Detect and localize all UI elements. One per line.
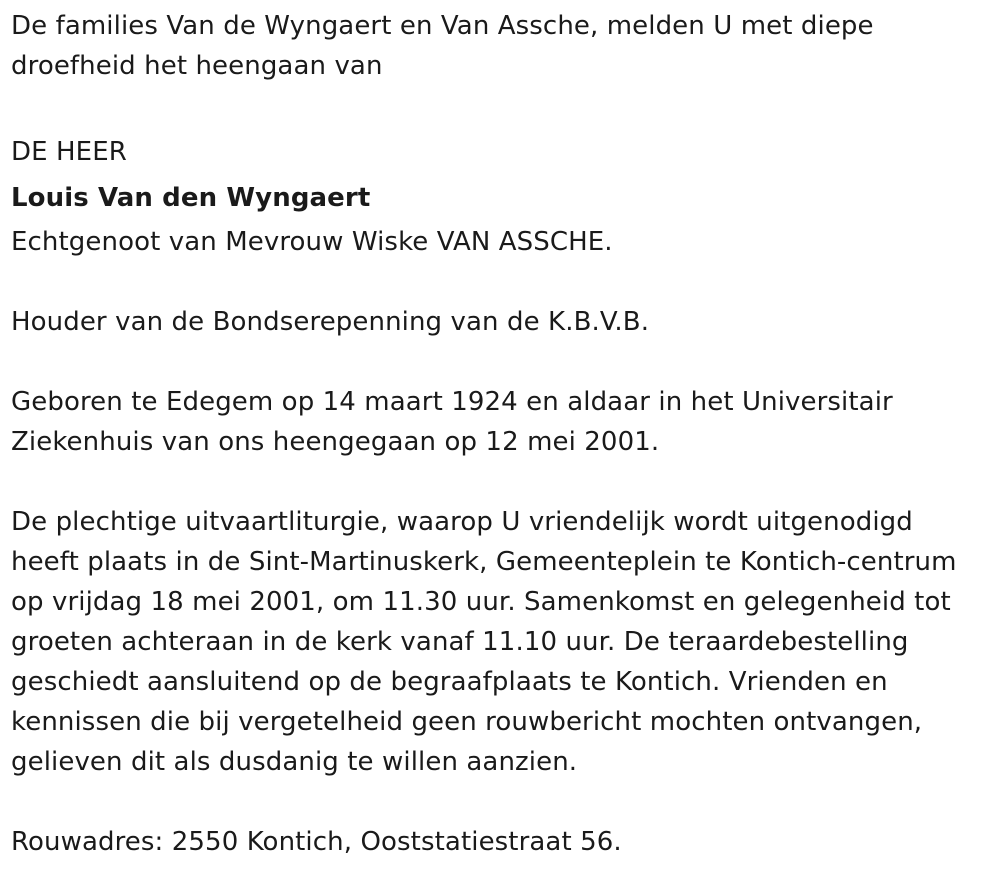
mourning-address: Rouwadres: 2550 Kontich, Ooststatiestraat 56.	[11, 827, 622, 857]
spacer	[11, 342, 991, 382]
spacer	[11, 782, 991, 822]
spacer	[11, 86, 991, 126]
spacer	[11, 262, 991, 302]
funeral-line: kennissen die bij vergetelheid geen rouwbericht mochten ontvangen,	[11, 707, 923, 737]
funeral-line: geschiedt aansluitend op de begraafplaats te Kontich. Vrienden en	[11, 667, 888, 697]
funeral-line: groeten achteraan in de kerk vanaf 11.10 uur. De teraardebestelling	[11, 627, 909, 657]
salutation: DE HEER	[11, 137, 127, 167]
intro-line-1: De families Van de Wyngaert en Van Assche, melden U met diepe	[11, 11, 874, 41]
obituary-notice	[11, 6, 991, 862]
honor-line: Houder van de Bondserepenning van de K.B.V.B.	[11, 307, 650, 337]
funeral-line: gelieven dit als dusdanig te willen aanzien.	[11, 747, 578, 777]
birth-death-line-1: Geboren te Edegem op 14 maart 1924 en aldaar in het Universitair	[11, 387, 893, 417]
funeral-line: De plechtige uitvaartliturgie, waarop U vriendelijk wordt uitgenodigd	[11, 507, 913, 537]
funeral-line: op vrijdag 18 mei 2001, om 11.30 uur. Samenkomst en gelegenheid tot	[11, 587, 951, 617]
funeral-line: heeft plaats in de Sint-Martinuskerk, Gemeenteplein te Kontich-centrum	[11, 547, 957, 577]
spacer	[11, 462, 991, 502]
spouse-line: Echtgenoot van Mevrouw Wiske VAN ASSCHE.	[11, 227, 613, 257]
intro-line-2: droefheid het heengaan van	[11, 51, 383, 81]
birth-death-line-2: Ziekenhuis van ons heengegaan op 12 mei 2001.	[11, 427, 660, 457]
deceased-name: Louis Van den Wyngaert	[11, 183, 371, 213]
